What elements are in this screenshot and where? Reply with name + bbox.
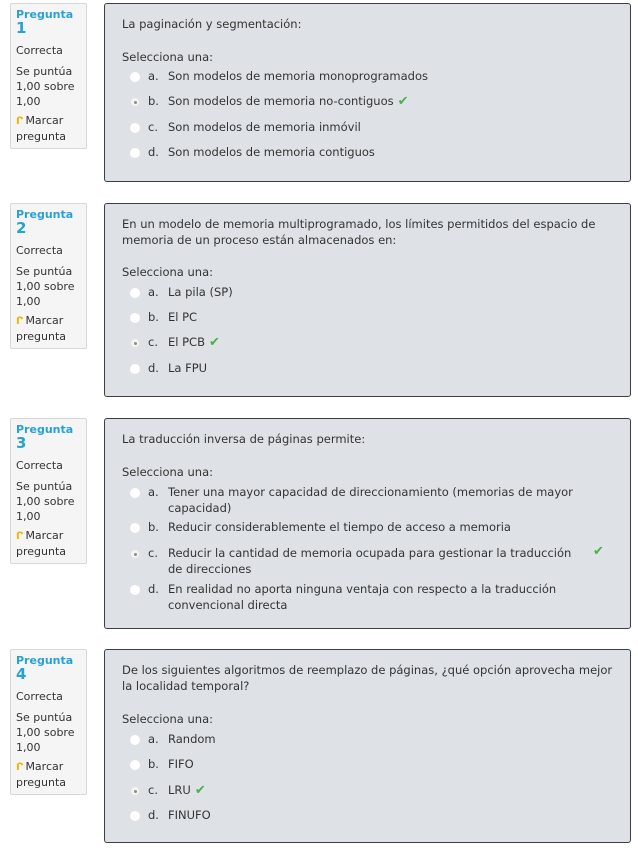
option-letter: b. <box>148 94 159 108</box>
option-letter: a. <box>148 485 159 499</box>
question-state: Correcta <box>16 459 63 472</box>
option-letter: b. <box>148 310 159 324</box>
question-label: Pregunta <box>16 8 74 21</box>
option-letter: a. <box>148 285 159 299</box>
question-label: Pregunta <box>16 208 74 221</box>
question-info <box>10 3 87 149</box>
correct-check-icon: ✔ <box>397 94 409 109</box>
flag-icon: ᒋ <box>16 316 24 327</box>
answer-prompt: Selecciona una: <box>122 465 214 479</box>
flag-label: Marcar pregunta <box>16 114 67 143</box>
option-text-wrapper <box>168 782 206 799</box>
question-content <box>104 3 631 182</box>
correct-check-icon: ✔ <box>208 335 220 350</box>
correct-check-icon: ✔ <box>593 544 604 559</box>
option-text: Son modelos de memoria no-contiguos <box>168 94 394 108</box>
option-letter: d. <box>148 808 159 822</box>
question-grade: Se puntúa 1,00 sobre 1,00 <box>16 65 75 108</box>
option-text: La pila (SP) <box>168 285 233 299</box>
answer-prompt: Selecciona una: <box>122 712 214 726</box>
option-letter: d. <box>148 582 159 596</box>
radio-button[interactable] <box>130 523 140 533</box>
option-text: Reducir considerablemente el tiempo de acceso a memoria <box>168 520 511 534</box>
flag-question-link[interactable] <box>16 113 86 144</box>
flag-label: Marcar pregunta <box>16 760 67 789</box>
radio-button-selected[interactable] <box>130 549 140 559</box>
radio-button[interactable] <box>130 811 140 821</box>
option-letter: c. <box>148 335 158 349</box>
radio-button[interactable] <box>130 148 140 158</box>
question-state: Correcta <box>16 690 63 703</box>
question-content <box>104 418 631 629</box>
question-number: 1 <box>16 19 27 37</box>
option-letter: c. <box>148 783 158 797</box>
option-text: Son modelos de memoria monoprogramados <box>168 69 428 83</box>
option-text: En realidad no aporta ninguna ventaja con respecto a la traducción convencional directa <box>168 582 557 612</box>
question-number: 3 <box>16 434 27 452</box>
question-info <box>10 649 87 795</box>
option-text: Son modelos de memoria contiguos <box>168 145 375 159</box>
option-text: FIFO <box>168 757 194 771</box>
radio-button[interactable] <box>130 72 140 82</box>
flag-icon: ᒋ <box>16 531 24 542</box>
radio-button[interactable] <box>130 313 140 323</box>
option-text: FINUFO <box>168 808 211 822</box>
correct-check-icon: ✔ <box>194 783 206 798</box>
answer-prompt: Selecciona una: <box>122 265 214 279</box>
option-text: LRU <box>168 783 191 797</box>
question-label: Pregunta <box>16 423 74 436</box>
option-text-wrapper <box>168 93 409 110</box>
question-label: Pregunta <box>16 654 74 667</box>
question-number: 4 <box>16 665 27 683</box>
radio-button[interactable] <box>130 288 140 298</box>
radio-button[interactable] <box>130 123 140 133</box>
radio-button-selected[interactable] <box>130 97 140 107</box>
flag-icon: ᒋ <box>16 762 24 773</box>
question-content <box>104 649 631 843</box>
option-text: La FPU <box>168 361 208 375</box>
option-text-wrapper <box>168 334 220 351</box>
flag-question-link[interactable] <box>16 759 86 790</box>
option-letter: c. <box>148 546 158 560</box>
answer-prompt: Selecciona una: <box>122 50 214 64</box>
flag-question-link[interactable] <box>16 313 86 344</box>
question-text: De los siguientes algoritmos de reemplazo de páginas, ¿qué opción aprovecha mejor la localidad temporal? <box>122 663 613 693</box>
option-letter: d. <box>148 145 159 159</box>
question-number: 2 <box>16 219 27 237</box>
option-letter: b. <box>148 520 159 534</box>
question-content <box>104 203 631 397</box>
question-text: La traducción inversa de páginas permite: <box>122 432 366 446</box>
option-text: Reducir la cantidad de memoria ocupada para gestionar la traducción de direcciones <box>168 546 572 576</box>
radio-button-selected[interactable] <box>130 338 140 348</box>
radio-button[interactable] <box>130 735 140 745</box>
flag-icon: ᒋ <box>16 116 24 127</box>
question-text: La paginación y segmentación: <box>122 17 302 31</box>
radio-button[interactable] <box>130 760 140 770</box>
question-text: En un modelo de memoria multiprogramado, los límites permitidos del espacio de memoria de un proceso están almacenados en: <box>122 217 596 247</box>
option-letter: c. <box>148 120 158 134</box>
option-text: Tener una mayor capacidad de direccionamiento (memorias de mayor capacidad) <box>168 485 573 515</box>
question-info <box>10 203 87 349</box>
radio-button[interactable] <box>130 364 140 374</box>
flag-label: Marcar pregunta <box>16 314 67 343</box>
question-grade: Se puntúa 1,00 sobre 1,00 <box>16 711 75 754</box>
option-letter: a. <box>148 69 159 83</box>
option-text: El PC <box>168 310 198 324</box>
question-state: Correcta <box>16 244 63 257</box>
question-grade: Se puntúa 1,00 sobre 1,00 <box>16 265 75 308</box>
question-grade: Se puntúa 1,00 sobre 1,00 <box>16 480 75 523</box>
option-letter: a. <box>148 732 159 746</box>
flag-question-link[interactable] <box>16 528 86 559</box>
option-letter: d. <box>148 361 159 375</box>
option-text: Random <box>168 732 216 746</box>
option-letter: b. <box>148 757 159 771</box>
question-state: Correcta <box>16 44 63 57</box>
question-info <box>10 418 87 564</box>
radio-button-selected[interactable] <box>130 786 140 796</box>
option-text: El PCB <box>168 335 205 349</box>
radio-button[interactable] <box>130 488 140 498</box>
radio-button[interactable] <box>130 585 140 595</box>
flag-label: Marcar pregunta <box>16 529 67 558</box>
option-text: Son modelos de memoria inmóvil <box>168 120 361 134</box>
